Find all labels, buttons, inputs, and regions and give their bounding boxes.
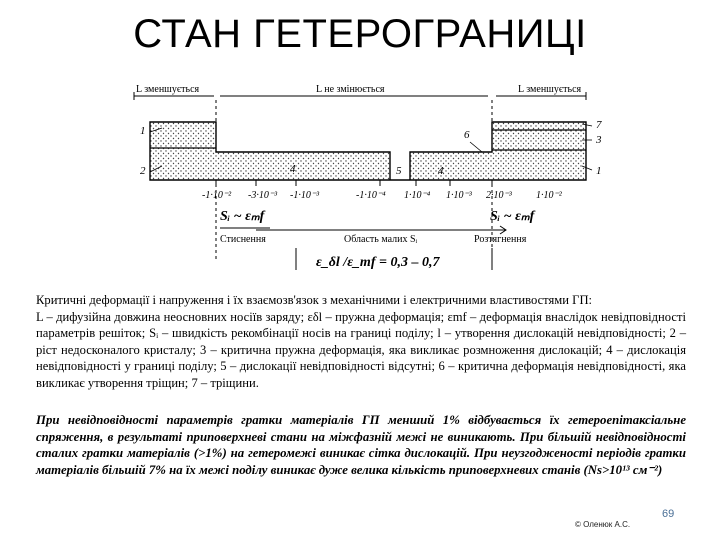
figure-caption (36, 292, 686, 391)
lattice-mismatch-note (36, 412, 686, 478)
relation-left: Sᵢ ~ εₘf (220, 209, 265, 224)
label-small-si-region: Область малих Sᵢ (344, 234, 418, 245)
tick-label-3: -1·10⁻³ (290, 190, 320, 201)
number-6: 6 (464, 129, 470, 141)
tick-label-2: -3·10⁻³ (248, 190, 278, 201)
critical-strain-formula: ε_δl /ε_mf = 0,3 – 0,7 (316, 255, 440, 270)
tick-label-6: 1·10⁻³ (446, 190, 472, 201)
tick-label-7: 2·10⁻³ (486, 190, 512, 201)
label-compression: Стиснення (220, 234, 266, 245)
number-2-left: 2 (140, 165, 146, 177)
number-4-left: 4 (290, 163, 296, 175)
slide-number: 69 (662, 508, 675, 520)
caption-body: L – дифузійна довжина неосновних носіїв заряду; εδl – пружна деформація; εmf – деформація внаслідок невідповідності параметрів решіток; Sᵢ – швидкість рекомбінації носів на границі поділу; l – утворення дислокацій невідповідності; 2 – ріст недосконалого кристалу; 3 – критична пружна деформація, яка викликає розмноження дислокацій; 4 – дислокація невідповідності у границі поділу; 5 – дислокації невідповідності відсутні; 6 – критична деформація невідповідності, яка викликає утворення тріщин; 7 – тріщини. (36, 309, 686, 390)
heterointerface-diagram (120, 80, 620, 280)
hatched-profile (150, 122, 586, 180)
copyright: © Оленюк А.С. (575, 520, 631, 529)
number-4-right: 4 (438, 165, 444, 177)
bottom-axis (220, 226, 506, 234)
label-l-decreases-left: L зменшується (136, 84, 200, 95)
number-1-left: 1 (140, 125, 146, 137)
tick-label-1: -1·10⁻² (202, 190, 232, 201)
slide-title: СТАН ГЕТЕРОГРАНИЦІ (133, 12, 587, 56)
caption-first-line: Критичні деформації і напруження і їх взаємозв'язок з механічними і електричними властивостями ГП: (36, 293, 593, 307)
number-3-right: 3 (596, 134, 602, 146)
number-5: 5 (396, 165, 402, 177)
tick-label-5: 1·10⁻⁴ (404, 190, 431, 201)
tick-marks (216, 180, 492, 186)
label-l-decreases-right: L зменшується (518, 84, 582, 95)
number-7-right: 7 (596, 119, 602, 131)
number-1-right: 1 (596, 165, 602, 177)
note-text: При невідповідності параметрів гратки матеріалів ГП менший 1% відбувається їх гетероепітаксіальне спряження, в результаті приповерхневі стани на міжфазній межі не виникають. При більшій невідповідності сталих гратки матеріалів (>1%) на гетеромежі виникає сітка дислокацій. При неузгодженості періодів гратки матеріалів більшій 7% на їх межі поділу виникає дуже велика кількість приповерхневих станів (Ns>10¹³ см⁻²) (36, 413, 686, 477)
label-tension: Розтягнення (474, 234, 527, 245)
tick-label-4: -1·10⁻⁴ (356, 190, 386, 201)
label-l-unchanged: L не змінюється (316, 84, 385, 95)
relation-right: Sᵢ ~ εₘf (490, 209, 535, 224)
tick-label-8: 1·10⁻² (536, 190, 562, 201)
